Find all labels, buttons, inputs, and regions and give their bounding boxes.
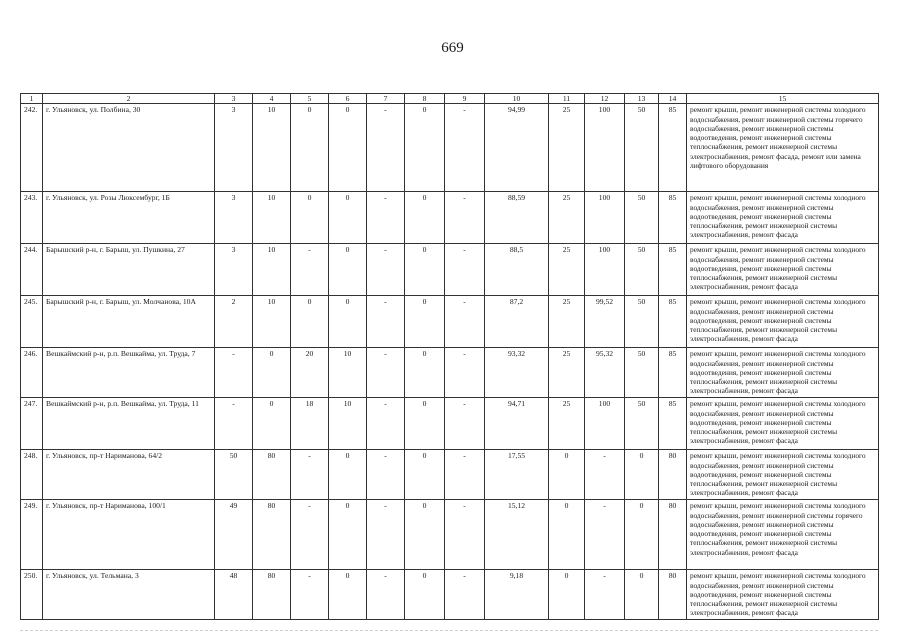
value-cell-c5: -: [291, 500, 329, 570]
value-cell-c4: 80: [253, 500, 291, 570]
value-cell-c14: 85: [659, 104, 687, 192]
table-row: [21, 296, 879, 348]
value-cell-c8: 0: [405, 244, 445, 296]
value-cell-c13: 50: [625, 296, 659, 348]
capital-repair-table: [20, 93, 879, 620]
value-cell-c12: 95,32: [585, 348, 625, 398]
header-cell: 8: [405, 94, 445, 104]
row-number-cell: 244.: [21, 244, 43, 296]
value-cell-c13: 0: [625, 500, 659, 570]
value-cell-c13: 50: [625, 104, 659, 192]
value-cell-c6: 0: [329, 296, 367, 348]
address-cell: Барышский р-н, г. Барыш, ул. Пушкина, 27: [43, 244, 215, 296]
value-cell-c8: 0: [405, 398, 445, 450]
value-cell-c7: -: [367, 450, 405, 500]
value-cell-c12: -: [585, 450, 625, 500]
value-cell-c4: 10: [253, 244, 291, 296]
value-cell-c10: 93,32: [485, 348, 549, 398]
table-row: [21, 500, 879, 570]
value-cell-c4: 10: [253, 296, 291, 348]
value-cell-c3: 3: [215, 244, 253, 296]
value-cell-c5: 18: [291, 398, 329, 450]
table-row: [21, 570, 879, 619]
value-cell-c12: 100: [585, 104, 625, 192]
value-cell-c11: 25: [549, 296, 585, 348]
address-cell: Барышский р-н, г. Барыш, ул. Молчанова, 10А: [43, 296, 215, 348]
value-cell-c8: 0: [405, 450, 445, 500]
address-cell: г. Ульяновск, ул. Полбина, 30: [43, 104, 215, 192]
table-row: [21, 450, 879, 500]
table-row: [21, 348, 879, 398]
value-cell-c13: 0: [625, 450, 659, 500]
value-cell-c13: 50: [625, 398, 659, 450]
works-list-cell: ремонт крыши, ремонт инженерной системы холодного водоснабжения, ремонт инженерной системы горячего водоснабжения, ремонт инженерной системы водоотведения, ремонт инженерной системы теплоснабжения, ремонт инженерной системы электроснабжения, ремонт фасада: [687, 500, 879, 570]
value-cell-c8: 0: [405, 104, 445, 192]
header-cell: 12: [585, 94, 625, 104]
value-cell-c3: 48: [215, 570, 253, 619]
value-cell-c3: -: [215, 348, 253, 398]
address-cell: г. Ульяновск, ул. Тельмана, 3: [43, 570, 215, 619]
value-cell-c4: 10: [253, 192, 291, 244]
value-cell-c8: 0: [405, 192, 445, 244]
works-list-cell: ремонт крыши, ремонт инженерной системы холодного водоснабжения, ремонт инженерной системы водоотведения, ремонт инженерной системы теплоснабжения, ремонт инженерной системы электроснабжения, ремонт фасада: [687, 570, 879, 619]
value-cell-c6: 0: [329, 500, 367, 570]
value-cell-c10: 88,59: [485, 192, 549, 244]
value-cell-c14: 85: [659, 192, 687, 244]
value-cell-c3: 2: [215, 296, 253, 348]
value-cell-c14: 80: [659, 570, 687, 619]
value-cell-c12: 99,52: [585, 296, 625, 348]
value-cell-c13: 50: [625, 244, 659, 296]
value-cell-c7: -: [367, 104, 405, 192]
value-cell-c7: -: [367, 570, 405, 619]
value-cell-c8: 0: [405, 348, 445, 398]
table-row: [21, 244, 879, 296]
value-cell-c7: -: [367, 296, 405, 348]
value-cell-c7: -: [367, 348, 405, 398]
value-cell-c5: 20: [291, 348, 329, 398]
value-cell-c11: 0: [549, 570, 585, 619]
value-cell-c5: -: [291, 570, 329, 619]
address-cell: Вешкаймский р-н, р.п. Вешкайма, ул. Труда, 11: [43, 398, 215, 450]
value-cell-c11: 25: [549, 348, 585, 398]
value-cell-c9: -: [445, 500, 485, 570]
value-cell-c11: 25: [549, 104, 585, 192]
table-row: [21, 104, 879, 192]
header-row: [21, 94, 879, 104]
value-cell-c3: 3: [215, 192, 253, 244]
address-cell: Вешкаймский р-н, р.п. Вешкайма, ул. Труда, 7: [43, 348, 215, 398]
works-list-cell: ремонт крыши, ремонт инженерной системы холодного водоснабжения, ремонт инженерной системы водоотведения, ремонт инженерной системы теплоснабжения, ремонт инженерной системы электроснабжения, ремонт фасада: [687, 192, 879, 244]
value-cell-c9: -: [445, 450, 485, 500]
value-cell-c7: -: [367, 398, 405, 450]
value-cell-c5: 0: [291, 192, 329, 244]
value-cell-c7: -: [367, 192, 405, 244]
row-number-cell: 243.: [21, 192, 43, 244]
works-list-cell: ремонт крыши, ремонт инженерной системы холодного водоснабжения, ремонт инженерной системы горячего водоснабжения, ремонт инженерной системы водоотведения, ремонт инженерной системы теплоснабжения, ремонт инженерной системы электроснабжения, ремонт фасада, ремонт или замена лифтового оборудования: [687, 104, 879, 192]
value-cell-c8: 0: [405, 296, 445, 348]
value-cell-c9: -: [445, 570, 485, 619]
value-cell-c9: -: [445, 244, 485, 296]
value-cell-c5: 0: [291, 104, 329, 192]
works-list-cell: ремонт крыши, ремонт инженерной системы холодного водоснабжения, ремонт инженерной системы водоотведения, ремонт инженерной системы теплоснабжения, ремонт инженерной системы электроснабжения, ремонт фасада: [687, 244, 879, 296]
header-cell: 4: [253, 94, 291, 104]
value-cell-c6: 10: [329, 398, 367, 450]
value-cell-c10: 87,2: [485, 296, 549, 348]
row-number-cell: 250.: [21, 570, 43, 619]
table-row: [21, 398, 879, 450]
value-cell-c14: 85: [659, 244, 687, 296]
value-cell-c6: 0: [329, 192, 367, 244]
header-cell: 9: [445, 94, 485, 104]
value-cell-c14: 80: [659, 500, 687, 570]
value-cell-c10: 17,55: [485, 450, 549, 500]
header-cell: 10: [485, 94, 549, 104]
value-cell-c12: -: [585, 500, 625, 570]
value-cell-c4: 80: [253, 570, 291, 619]
value-cell-c12: 100: [585, 192, 625, 244]
value-cell-c6: 0: [329, 104, 367, 192]
value-cell-c7: -: [367, 244, 405, 296]
header-cell: 15: [687, 94, 879, 104]
value-cell-c12: 100: [585, 244, 625, 296]
row-number-cell: 245.: [21, 296, 43, 348]
works-list-cell: ремонт крыши, ремонт инженерной системы холодного водоснабжения, ремонт инженерной системы водоотведения, ремонт инженерной системы теплоснабжения, ремонт инженерной системы электроснабжения, ремонт фасада: [687, 296, 879, 348]
header-cell: 14: [659, 94, 687, 104]
value-cell-c8: 0: [405, 570, 445, 619]
value-cell-c10: 94,71: [485, 398, 549, 450]
header-cell: 6: [329, 94, 367, 104]
value-cell-c14: 85: [659, 296, 687, 348]
value-cell-c6: 10: [329, 348, 367, 398]
value-cell-c9: -: [445, 296, 485, 348]
page-number: 669: [441, 40, 464, 56]
works-list-cell: ремонт крыши, ремонт инженерной системы холодного водоснабжения, ремонт инженерной системы водоотведения, ремонт инженерной системы теплоснабжения, ремонт инженерной системы электроснабжения, ремонт фасада: [687, 348, 879, 398]
value-cell-c11: 25: [549, 244, 585, 296]
address-cell: г. Ульяновск, пр-т Нариманова, 64/2: [43, 450, 215, 500]
header-cell: 5: [291, 94, 329, 104]
address-cell: г. Ульяновск, ул. Розы Люксембург, 1Б: [43, 192, 215, 244]
value-cell-c9: -: [445, 348, 485, 398]
header-cell: 1: [21, 94, 43, 104]
value-cell-c10: 15,12: [485, 500, 549, 570]
value-cell-c4: 80: [253, 450, 291, 500]
header-cell: 13: [625, 94, 659, 104]
value-cell-c14: 85: [659, 348, 687, 398]
works-list-cell: ремонт крыши, ремонт инженерной системы холодного водоснабжения, ремонт инженерной системы водоотведения, ремонт инженерной системы теплоснабжения, ремонт инженерной системы электроснабжения, ремонт фасада: [687, 450, 879, 500]
value-cell-c14: 85: [659, 398, 687, 450]
value-cell-c3: 3: [215, 104, 253, 192]
value-cell-c3: 50: [215, 450, 253, 500]
address-cell: г. Ульяновск, пр-т Нариманова, 100/1: [43, 500, 215, 570]
row-number-cell: 246.: [21, 348, 43, 398]
value-cell-c9: -: [445, 398, 485, 450]
value-cell-c11: 0: [549, 450, 585, 500]
value-cell-c4: 0: [253, 348, 291, 398]
value-cell-c11: 25: [549, 192, 585, 244]
header-cell: 2: [43, 94, 215, 104]
value-cell-c9: -: [445, 192, 485, 244]
row-number-cell: 247.: [21, 398, 43, 450]
value-cell-c9: -: [445, 104, 485, 192]
value-cell-c13: 50: [625, 348, 659, 398]
row-number-cell: 248.: [21, 450, 43, 500]
header-cell: 3: [215, 94, 253, 104]
value-cell-c10: 94,99: [485, 104, 549, 192]
value-cell-c5: -: [291, 244, 329, 296]
value-cell-c3: -: [215, 398, 253, 450]
value-cell-c5: 0: [291, 296, 329, 348]
value-cell-c14: 80: [659, 450, 687, 500]
value-cell-c6: 0: [329, 570, 367, 619]
scan-edge: [20, 630, 878, 633]
works-list-cell: ремонт крыши, ремонт инженерной системы холодного водоснабжения, ремонт инженерной системы водоотведения, ремонт инженерной системы теплоснабжения, ремонт инженерной системы электроснабжения, ремонт фасада: [687, 398, 879, 450]
table-row: [21, 192, 879, 244]
value-cell-c4: 0: [253, 398, 291, 450]
value-cell-c10: 88,5: [485, 244, 549, 296]
value-cell-c3: 49: [215, 500, 253, 570]
header-cell: 7: [367, 94, 405, 104]
value-cell-c13: 50: [625, 192, 659, 244]
value-cell-c13: 0: [625, 570, 659, 619]
value-cell-c10: 9,18: [485, 570, 549, 619]
value-cell-c6: 0: [329, 244, 367, 296]
row-number-cell: 249.: [21, 500, 43, 570]
value-cell-c8: 0: [405, 500, 445, 570]
value-cell-c12: 100: [585, 398, 625, 450]
row-number-cell: 242.: [21, 104, 43, 192]
value-cell-c4: 10: [253, 104, 291, 192]
value-cell-c12: -: [585, 570, 625, 619]
value-cell-c11: 0: [549, 500, 585, 570]
value-cell-c11: 25: [549, 398, 585, 450]
header-cell: 11: [549, 94, 585, 104]
value-cell-c6: 0: [329, 450, 367, 500]
value-cell-c5: -: [291, 450, 329, 500]
value-cell-c7: -: [367, 500, 405, 570]
